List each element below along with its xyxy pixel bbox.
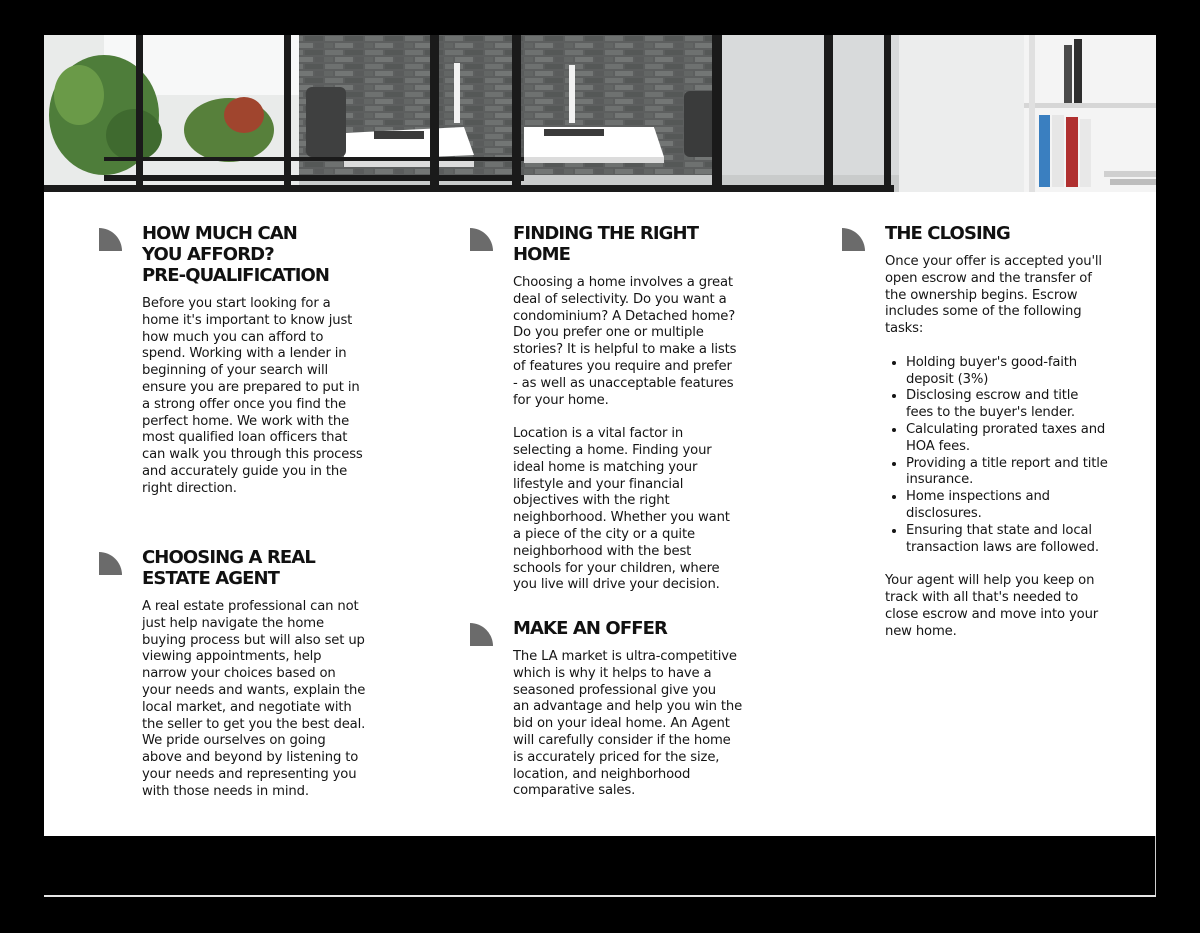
- text-agent: A real estate professional can not just help navigate the home buying process but will also set up viewing appointments, help narrow your choices based on your needs and wants, explain the local market, and negotiate with the seller to get you the best deal. We pride ourselves on going above and beyond by listening to your needs and representing you with those needs in mind.: [142, 599, 366, 799]
- heading-agent: CHOOSING A REAL ESTATE AGENT: [142, 547, 315, 589]
- list-item: • Disclosing escrow and title fees to the buyer's lender.: [906, 388, 1108, 422]
- closing-task-list: [885, 355, 1108, 557]
- heading-make-offer: MAKE AN OFFER: [513, 618, 667, 639]
- heading-afford: HOW MUCH CAN YOU AFFORD? PRE-QUALIFICATION: [142, 223, 330, 286]
- heading-closing: THE CLOSING: [885, 223, 1010, 244]
- page-edge: [1155, 836, 1156, 897]
- list-item: • Ensuring that state and local transaction laws are followed.: [906, 523, 1108, 557]
- quarter-circle-icon: [470, 228, 493, 251]
- quarter-circle-icon: [842, 228, 865, 251]
- hero-office-photo: [44, 35, 1156, 192]
- list-item: • Home inspections and disclosures.: [906, 489, 1108, 523]
- bottom-divider: [44, 895, 1156, 897]
- text-afford: Before you start looking for a home it's important to know just how much you can afford to spend. Working with a lender in beginning of your search will ensure you are prepared to put in a strong offer once you find the perfect home. We work with the most qualified loan officers that can walk you through this process and accurately guide you in the right direction.: [142, 296, 363, 496]
- quarter-circle-icon: [99, 228, 122, 251]
- text-closing: Once your offer is accepted you'll open escrow and the transfer of the ownership begins. Escrow includes some of the following tasks: • Holding buyer's good-faith deposit (3%) • Disclosing escrow and title fees to the buyer's lender. • Calculating prorated taxes and HOA fees. • Providing a title report and title insurance. • Home inspections and disclosures. • Ensuring that state and local transaction laws are followed. Your agent will help you keep on track with all that's needed to close escrow and move into your new home.: [885, 254, 1108, 640]
- quarter-circle-icon: [99, 552, 122, 575]
- brochure-sheet: [44, 35, 1156, 836]
- list-item: • Providing a title report and title insurance.: [906, 456, 1108, 490]
- list-item: • Holding buyer's good-faith deposit (3%): [906, 355, 1108, 389]
- quarter-circle-icon: [470, 623, 493, 646]
- text-finding-home: Choosing a home involves a great deal of selectivity. Do you want a condominium? A Detached home? Do you prefer one or multiple stories? It is helpful to make a lists of features you require and prefer - as well as unacceptable features for your home. Location is a vital factor in selecting a home. Finding your ideal home is matching your lifestyle and your financial objectives with the right neighborhood. Whether you want a piece of the city or a quite neighborhood with the best schools for your children, where you live will drive your decision.: [513, 275, 737, 593]
- list-item: • Calculating prorated taxes and HOA fees.: [906, 422, 1108, 456]
- heading-finding-home: FINDING THE RIGHT HOME: [513, 223, 699, 265]
- text-make-offer: The LA market is ultra-competitive which is why it helps to have a seasoned professional give you an advantage and help you win the bid on your ideal home. An Agent will carefully consider if the home is accurately priced for the size, location, and neighborhood comparative sales.: [513, 649, 743, 799]
